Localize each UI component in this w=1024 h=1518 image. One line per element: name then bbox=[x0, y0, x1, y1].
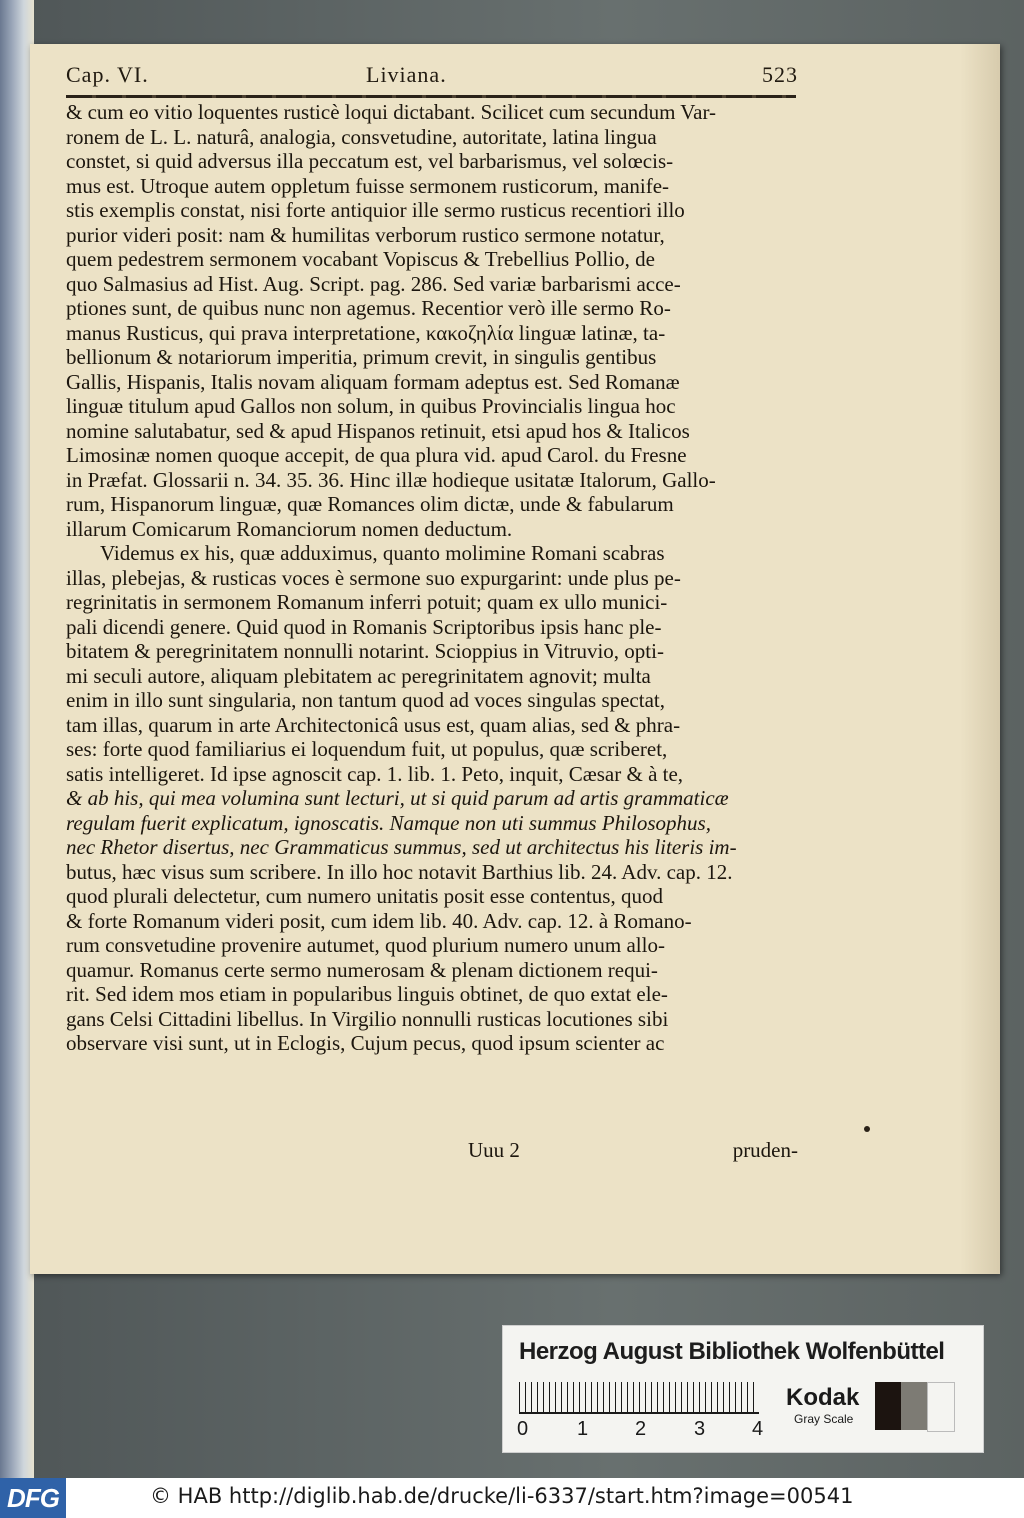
page-footer bbox=[66, 1138, 798, 1164]
text-line: linguæ titulum apud Gallos non solum, in quibus Provincialis lingua hoc bbox=[66, 394, 676, 418]
text-line: stis exemplis constat, nisi forte antiquior ille sermo rusticus recentiori illo bbox=[66, 198, 685, 222]
page-number: 523 bbox=[762, 62, 798, 87]
dfg-logo: DFG bbox=[0, 1478, 66, 1518]
text-line: regulam fuerit explicatum, ignoscatis. Namque non uti summus Philosophus, bbox=[66, 810, 711, 835]
body-text bbox=[66, 100, 798, 1056]
book-spine bbox=[0, 0, 34, 1478]
ruler-numbers bbox=[503, 1418, 763, 1442]
ruler-number: 0 bbox=[517, 1418, 529, 1440]
text-line: mus est. Utroque autem oppletum fuisse sermonem rusticorum, manife- bbox=[66, 173, 670, 198]
text-line: satis intelligeret. Id ipse agnoscit cap. 1. lib. 1. Peto, inquit, Cæsar & à te, bbox=[66, 761, 684, 786]
text-line: quod plurali delectetur, cum numero unitatis posit esse contentus, quod bbox=[66, 884, 663, 908]
credit-line: © HAB http://diglib.hab.de/drucke/li-6337/start.htm?image=00541 bbox=[150, 1484, 854, 1508]
text-line: enim in illo sunt singularia, non tantum quod ad voces singulas spectat, bbox=[66, 688, 665, 712]
gray-swatch bbox=[901, 1382, 927, 1430]
catchword: pruden- bbox=[732, 1138, 798, 1162]
text-line: bellionum & notariorum imperitia, primum crevit, in singulis gentibus bbox=[66, 345, 657, 369]
ruler-ticks bbox=[519, 1382, 759, 1414]
text-line: & forte Romanum videri posit, cum idem lib. 40. Adv. cap. 12. à Romano- bbox=[66, 908, 692, 933]
ink-speck bbox=[864, 1126, 870, 1132]
text-line: bitatem & peregrinitatem nonnulli notarint. Scioppius in Vitruvio, opti- bbox=[66, 639, 664, 663]
calibration-card bbox=[502, 1325, 984, 1453]
text-line: manus Rusticus, qui prava interpretatione, κακοζηλία linguæ latinæ, ta- bbox=[66, 320, 666, 345]
text-line: Limosinæ nomen quoque accepit, de qua plura vid. apud Carol. du Fresne bbox=[66, 443, 687, 467]
text-line: quo Salmasius ad Hist. Aug. Script. pag. 286. Sed variæ barbarismi acce- bbox=[66, 271, 681, 296]
text-line: observare visi sunt, ut in Eclogis, Cujum pecus, quod ipsum scienter ac bbox=[66, 1031, 665, 1055]
text-line: nec Rhetor disertus, nec Grammaticus summus, sed ut architectus his literis im- bbox=[66, 835, 737, 859]
text-line: gans Celsi Cittadini libellus. In Virgilio nonnulli rusticas locutiones sibi bbox=[66, 1006, 669, 1031]
institution-name: Herzog August Bibliothek Wolfenbüttel bbox=[519, 1338, 945, 1365]
text-line: Gallis, Hispanis, Italis novam aliquam formam adeptus est. Sed Romanæ bbox=[66, 369, 680, 394]
text-line: ses: forte quod familiarius ei loquendum fuit, ut populus, quæ scriberet, bbox=[66, 737, 668, 761]
text-line: butus, hæc visus sum scribere. In illo hoc notavit Barthius lib. 24. Adv. cap. 12. bbox=[66, 859, 733, 884]
text-line: Videmus ex his, quæ adduximus, quanto molimine Romani scabras bbox=[100, 541, 665, 565]
text-line: pali dicendi genere. Quid quod in Romanis Scriptoribus ipsis hanc ple- bbox=[66, 614, 662, 639]
gray-swatch bbox=[875, 1382, 901, 1430]
signature-mark: Uuu 2 bbox=[468, 1138, 520, 1162]
text-line: quem pedestrem sermonem vocabant Vopiscus & Trebellius Pollio, de bbox=[66, 247, 655, 271]
text-line: rum consvetudine provenire autumet, quod plurium numero unum allo- bbox=[66, 933, 665, 957]
text-line: ptiones sunt, de quibus nunc non agemus. Recentior verò ille sermo Ro- bbox=[66, 296, 671, 320]
text-line: rum, Hispanorum linguæ, quæ Romances olim dictæ, unde & fabularum bbox=[66, 492, 674, 516]
text-line: quamur. Romanus certe sermo numerosam & plenam dictionem requi- bbox=[66, 957, 658, 982]
kodak-brand: Kodak bbox=[786, 1384, 860, 1411]
text-line: mi seculi autore, aliquam plebitatem ac peregrinitatem agnovit; multa bbox=[66, 663, 651, 688]
gray-swatch bbox=[927, 1382, 955, 1432]
ruler-number: 2 bbox=[635, 1418, 647, 1440]
ruler-number: 1 bbox=[577, 1418, 589, 1440]
text-line: ronem de L. L. naturâ, analogia, consvetudine, autoritate, latina lingua bbox=[66, 124, 657, 149]
running-head bbox=[66, 62, 798, 96]
gray-scale-label: Gray Scale bbox=[794, 1412, 854, 1426]
text-line: purior videri posit: nam & humilitas verborum rustico sermone notatur, bbox=[66, 222, 665, 247]
text-line: illas, plebejas, & rusticas voces è sermone suo expurgarint: unde plus pe- bbox=[66, 565, 681, 590]
footer-bar bbox=[0, 1478, 1024, 1518]
ruler bbox=[519, 1382, 769, 1414]
chapter-label: Cap. VI. bbox=[66, 62, 149, 87]
text-line: illarum Comicarum Romanciorum nomen deductum. bbox=[66, 516, 513, 541]
text-line: & ab his, qui mea volumina sunt lecturi, ut si quid parum ad artis grammaticæ bbox=[66, 786, 729, 810]
running-title: Liviana. bbox=[366, 62, 447, 87]
text-line: & cum eo vitio loquentes rusticè loqui dictabant. Scilicet cum secundum Var- bbox=[66, 100, 717, 124]
head-rule bbox=[66, 95, 796, 98]
text-line: regrinitatis in sermonem Romanum inferri potuit; quam ex ullo munici- bbox=[66, 590, 668, 614]
ruler-number: 4 bbox=[752, 1418, 764, 1440]
text-line: rit. Sed idem mos etiam in popularibus linguis obtinet, de quo extat ele- bbox=[66, 982, 668, 1006]
text-line: tam illas, quarum in arte Architectonicâ usus est, quam alias, sed & phra- bbox=[66, 712, 681, 737]
text-line: constet, si quid adversus illa peccatum est, vel barbarismus, vel solœcis- bbox=[66, 149, 674, 173]
text-line: nomine salutabatur, sed & apud Hispanos retinuit, etsi apud hos & Italicos bbox=[66, 418, 690, 443]
text-line: in Præfat. Glossarii n. 34. 35. 36. Hinc illæ hodieque usitatæ Italorum, Gallo- bbox=[66, 467, 716, 492]
ruler-number: 3 bbox=[694, 1418, 706, 1440]
